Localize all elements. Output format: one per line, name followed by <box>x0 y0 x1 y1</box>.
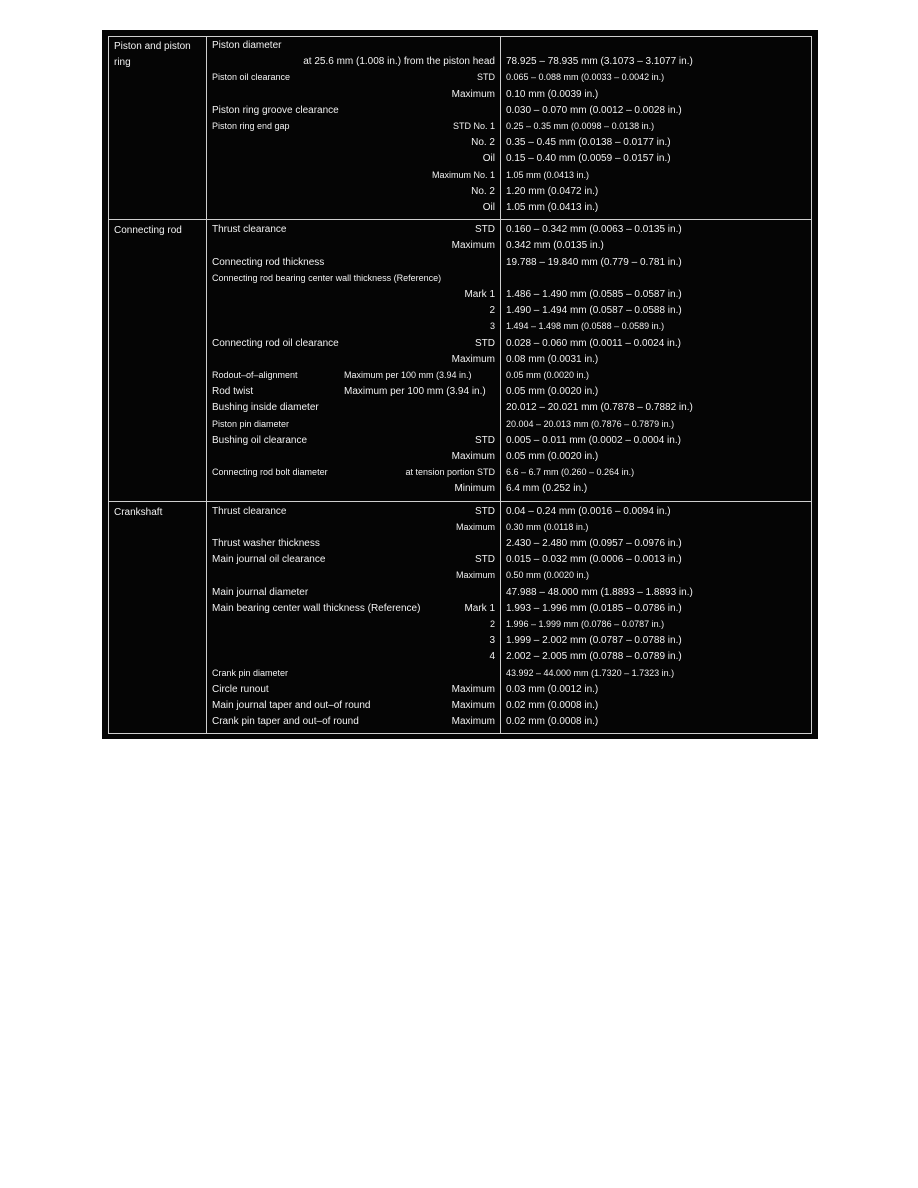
section-category: Piston and piston ring <box>114 41 191 68</box>
spec-row <box>102 536 818 552</box>
spec-limit-note: Maximum per 100 mm (3.94 in.) <box>344 386 486 398</box>
spec-row <box>102 54 818 70</box>
spec-row <box>102 400 818 416</box>
spec-parameter: Thrust washer thickness <box>212 538 320 549</box>
spec-value: 1.490 – 1.494 mm (0.0587 – 0.0588 in.) <box>506 305 682 317</box>
spec-row <box>102 714 818 730</box>
spec-parameter: Crank pin diameter <box>212 667 289 678</box>
spec-qualifier: Mark 1 <box>464 289 495 300</box>
spec-row <box>102 449 818 465</box>
spec-value: 2.002 – 2.005 mm (0.0788 – 0.0789 in.) <box>506 651 682 663</box>
spec-parameter: Circle runout <box>212 683 269 695</box>
section-divider <box>108 501 812 502</box>
spec-qualifier: Maximum <box>451 451 495 462</box>
spec-row <box>102 384 818 400</box>
spec-value: 43.992 – 44.000 mm (1.7320 – 1.7323 in.) <box>506 667 675 678</box>
spec-parameter: Bushing oil clearance <box>212 434 308 446</box>
spec-parameter: Piston oil clearance <box>212 72 291 83</box>
spec-value: 1.05 mm (0.0413 in.) <box>506 202 599 213</box>
spec-parameter: Connecting rod thickness <box>212 256 325 268</box>
spec-row <box>102 151 818 167</box>
spec-parameter: Connecting rod bolt diameter <box>212 467 328 478</box>
spec-row <box>102 698 818 714</box>
spec-row <box>102 633 818 649</box>
spec-qualifier: 3 <box>489 635 495 647</box>
spec-qualifier: Minimum <box>454 483 495 495</box>
spec-parameter: Main journal taper and out–of round <box>212 700 371 711</box>
spec-value: 1.486 – 1.490 mm (0.0585 – 0.0587 in.) <box>506 289 682 300</box>
spec-row <box>102 481 818 497</box>
spec-qualifier: Oil <box>482 202 495 213</box>
spec-value: 0.160 – 0.342 mm (0.0063 – 0.0135 in.) <box>506 224 682 236</box>
spec-row <box>102 168 818 184</box>
spec-value: 1.996 – 1.999 mm (0.0786 – 0.0787 in.) <box>506 619 665 629</box>
spec-qualifier: Maximum <box>451 683 495 695</box>
spec-value: 0.02 mm (0.0008 in.) <box>506 700 599 711</box>
spec-value: 0.08 mm (0.0031 in.) <box>506 353 599 365</box>
spec-row <box>102 504 818 520</box>
spec-parameter: Main journal oil clearance <box>212 554 326 566</box>
spec-row <box>102 38 818 54</box>
spec-value: 0.065 – 0.088 mm (0.0033 – 0.0042 in.) <box>506 72 665 83</box>
spec-row <box>102 103 818 119</box>
spec-row <box>102 617 818 633</box>
spec-qualifier: 2 <box>489 619 495 629</box>
section-category: Crankshaft <box>114 506 163 518</box>
spec-row <box>102 70 818 86</box>
spec-value: 0.05 mm (0.0020 in.) <box>506 370 590 380</box>
spec-parameter: Crank pin taper and out–of round <box>212 716 359 728</box>
spec-qualifier: Maximum <box>451 353 495 365</box>
spec-parameter: Bushing inside diameter <box>212 402 319 414</box>
spec-row <box>102 222 818 238</box>
spec-row <box>102 255 818 271</box>
spec-parameter: Main journal diameter <box>212 586 309 598</box>
spec-row <box>102 271 818 287</box>
spec-qualifier: Maximum <box>455 521 495 532</box>
spec-row <box>102 465 818 481</box>
spec-row <box>102 368 818 384</box>
spec-qualifier: STD <box>475 224 495 236</box>
spec-row <box>102 649 818 665</box>
spec-row <box>102 319 818 335</box>
spec-row <box>102 184 818 200</box>
spec-qualifier: No. 2 <box>471 185 495 197</box>
spec-value: 0.030 – 0.070 mm (0.0012 – 0.0028 in.) <box>506 104 682 116</box>
value-column-divider <box>500 36 501 733</box>
spec-parameter: Connecting rod oil clearance <box>212 337 339 349</box>
spec-value: 6.4 mm (0.252 in.) <box>506 483 588 495</box>
spec-value: 0.10 mm (0.0039 in.) <box>506 88 599 100</box>
spec-value: 1.05 mm (0.0413 in.) <box>506 169 590 180</box>
spec-parameter: Piston diameter <box>212 40 282 51</box>
spec-row <box>102 238 818 254</box>
spec-value: 20.012 – 20.021 mm (0.7878 – 0.7882 in.) <box>506 402 693 414</box>
table-right-border <box>811 36 812 733</box>
spec-qualifier: No. 2 <box>471 137 495 149</box>
spec-qualifier: Oil <box>482 153 495 165</box>
spec-qualifier: Maximum No. 1 <box>431 169 495 180</box>
spec-parameter: Main bearing center wall thickness (Reference) <box>212 602 421 614</box>
spec-value: 2.430 – 2.480 mm (0.0957 – 0.0976 in.) <box>506 538 682 549</box>
spec-value: 0.05 mm (0.0020 in.) <box>506 386 599 398</box>
spec-qualifier: Maximum <box>451 716 495 728</box>
spec-value: 0.05 mm (0.0020 in.) <box>506 451 599 462</box>
spec-parameter: Thrust clearance <box>212 505 287 517</box>
spec-value: 6.6 – 6.7 mm (0.260 – 0.264 in.) <box>506 467 635 478</box>
spec-value: 0.015 – 0.032 mm (0.0006 – 0.0013 in.) <box>506 554 682 566</box>
spec-row <box>102 287 818 303</box>
section-divider <box>108 219 812 220</box>
spec-parameter: Rod twist <box>212 386 254 398</box>
spec-row <box>102 585 818 601</box>
spec-row <box>102 119 818 135</box>
spec-qualifier: STD <box>475 337 495 349</box>
spec-qualifier: Maximum <box>451 240 495 252</box>
spec-value: 1.494 – 1.498 mm (0.0588 – 0.0589 in.) <box>506 321 665 332</box>
spec-value: 0.028 – 0.060 mm (0.0011 – 0.0024 in.) <box>506 337 681 349</box>
spec-row <box>102 520 818 536</box>
spec-value: 0.35 – 0.45 mm (0.0138 – 0.0177 in.) <box>506 137 671 149</box>
spec-value: 0.15 – 0.40 mm (0.0059 – 0.0157 in.) <box>506 153 671 165</box>
spec-row <box>102 336 818 352</box>
spec-row <box>102 352 818 368</box>
spec-qualifier: STD <box>475 434 495 446</box>
spec-value: 1.20 mm (0.0472 in.) <box>506 185 599 197</box>
spec-value: 78.925 – 78.935 mm (3.1073 – 3.1077 in.) <box>506 56 693 68</box>
spec-qualifier: STD <box>475 505 495 517</box>
spec-qualifier: Maximum <box>451 88 495 100</box>
spec-parameter: Rodout–of–alignment <box>212 370 298 380</box>
spec-qualifier: 4 <box>489 651 495 663</box>
spec-value: 20.004 – 20.013 mm (0.7876 – 0.7879 in.) <box>506 418 675 429</box>
spec-value: 1.993 – 1.996 mm (0.0185 – 0.0786 in.) <box>506 602 682 614</box>
spec-qualifier: Mark 1 <box>464 602 495 614</box>
spec-row <box>102 417 818 433</box>
spec-limit-note: Maximum per 100 mm (3.94 in.) <box>344 370 472 380</box>
section-divider <box>108 733 812 734</box>
spec-qualifier: 2 <box>489 305 495 317</box>
spec-qualifier: STD No. 1 <box>452 121 495 131</box>
spec-qualifier: STD <box>477 72 495 83</box>
spec-parameter: Thrust clearance <box>212 224 287 236</box>
spec-row <box>102 666 818 682</box>
spec-row <box>102 200 818 216</box>
spec-value: 0.50 mm (0.0020 in.) <box>506 570 590 581</box>
category-column-divider <box>206 36 207 733</box>
spec-row <box>102 87 818 103</box>
spec-parameter: Piston ring end gap <box>212 121 290 131</box>
spec-value: 47.988 – 48.000 mm (1.8893 – 1.8893 in.) <box>506 586 693 598</box>
spec-row <box>102 568 818 584</box>
table-left-border <box>108 36 109 733</box>
spec-qualifier: Maximum <box>451 700 495 711</box>
spec-value: 0.342 mm (0.0135 in.) <box>506 240 604 252</box>
spec-value: 1.999 – 2.002 mm (0.0787 – 0.0788 in.) <box>506 635 682 647</box>
spec-row <box>102 552 818 568</box>
spec-qualifier: at tension portion STD <box>405 467 495 478</box>
spec-row <box>102 433 818 449</box>
spec-value: 0.25 – 0.35 mm (0.0098 – 0.0138 in.) <box>506 121 655 131</box>
spec-value: 0.03 mm (0.0012 in.) <box>506 683 599 695</box>
spec-row <box>102 682 818 698</box>
spec-value: 0.02 mm (0.0008 in.) <box>506 716 599 728</box>
spec-parameter: Piston ring groove clearance <box>212 104 339 116</box>
spec-value: 19.788 – 19.840 mm (0.779 – 0.781 in.) <box>506 256 682 268</box>
spec-qualifier: STD <box>475 554 495 566</box>
spec-qualifier: Maximum <box>455 570 495 581</box>
spec-row <box>102 601 818 617</box>
spec-value: 0.30 mm (0.0118 in.) <box>506 521 589 532</box>
spec-qualifier: 3 <box>489 321 495 332</box>
spec-parameter: Connecting rod bearing center wall thickness (Reference) <box>212 272 442 283</box>
spec-qualifier: at 25.6 mm (1.008 in.) from the piston head <box>303 56 495 68</box>
table-top-border <box>108 36 812 37</box>
spec-row <box>102 303 818 319</box>
spec-row <box>102 135 818 151</box>
section-category: Connecting rod <box>114 225 182 237</box>
spec-parameter: Piston pin diameter <box>212 418 290 429</box>
specification-table <box>102 30 818 739</box>
spec-value: 0.04 – 0.24 mm (0.0016 – 0.0094 in.) <box>506 505 671 517</box>
spec-value: 0.005 – 0.011 mm (0.0002 – 0.0004 in.) <box>506 434 681 446</box>
